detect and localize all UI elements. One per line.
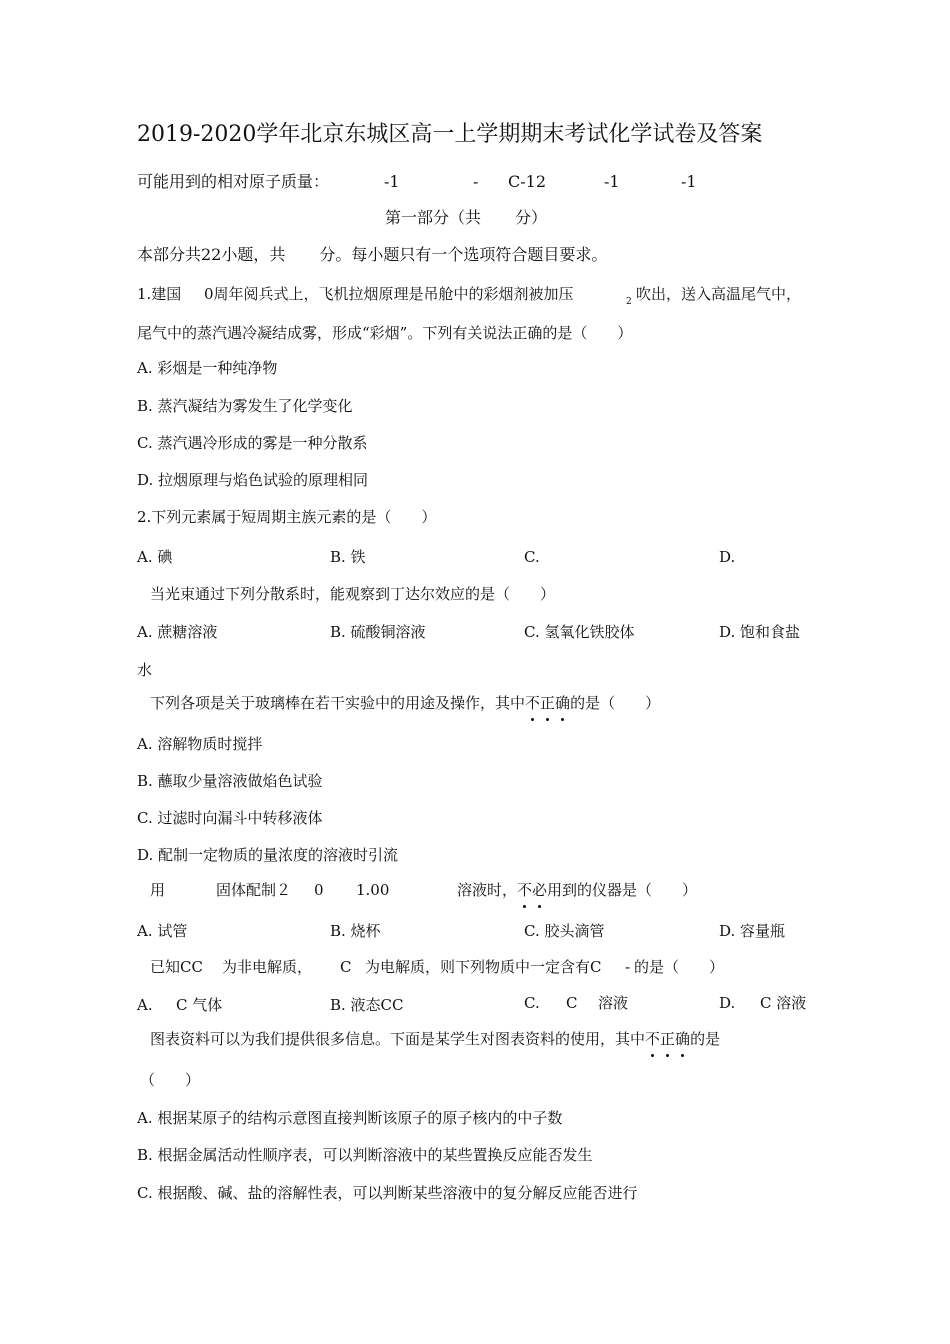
atomic-mass-item: C-12 [508,172,547,191]
part-heading-post: 分） [515,208,548,227]
q1-option-d: D. 拉烟原理与焰色试验的原理相同 [137,471,369,489]
q2-option-c: C. [524,548,540,566]
q1-subscript: 2 [626,297,632,307]
q3-stem: 当光束通过下列分散系时，能观察到丁达尔效应的是（ ） [150,585,556,603]
q6-stem-part: 已知CC [150,958,203,976]
q4-option-b: B. 蘸取少量溶液做焰色试验 [137,772,323,790]
atomic-mass-item: -1 [681,172,697,191]
part-intro-pre: 本部分共22小题，共 [137,245,286,264]
part-intro [137,245,607,265]
emphasis-char: 确 [555,694,571,712]
q5-stem-s5: 溶液时， [457,881,518,899]
q3-option-c: C. 氢氧化铁胶体 [524,623,635,641]
emphasis-char: 不 [517,881,533,899]
q6-option-c-text: C [566,994,578,1012]
q7-option-b: B. 根据金属活动性顺序表，可以判断溶液中的某些置换反应能否发生 [137,1146,593,1164]
q4-stem-post: 的是（ ） [570,694,661,712]
q5-stem-part: 0 [314,881,324,899]
q6-stem-part: - [625,958,631,976]
q7-option-c: C. 根据酸、碱、盐的溶解性表，可以判断某些溶液中的复分解反应能否进行 [137,1184,638,1202]
q2-stem: 2.下列元素属于短周期主族元素的是（ ） [137,508,437,526]
q2-option-a: A. 碘 [137,548,173,566]
part-intro-post: 分。每小题只有一个选项符合题目要求。 [319,245,608,264]
emphasis-char: 确 [675,1030,691,1048]
q4-option-a: A. 溶解物质时搅拌 [137,735,263,753]
q6-stem-part: 为非电解质， [222,958,313,976]
q6-option-c-text: 溶液 [598,994,629,1012]
q5-option-d: D. 容量瓶 [719,922,786,940]
q5-stem-part: 1.00 [356,881,390,899]
q3-option-a: A. 蔗糖溶液 [137,623,218,641]
q6-option-d-text: C 溶液 [760,994,807,1012]
q6-option-c-letter: C. [524,994,540,1012]
q5-stem-part: 固体配制２ [216,881,292,899]
q6-option-a-letter: A. [137,996,153,1014]
q6-stem-part: 为电解质，则下列物质中一定含有C [365,958,602,976]
page-title: 2019-2020学年北京东城区高一上学期期末考试化学试卷及答案 [137,122,763,147]
q5-option-c: C. 胶头滴管 [524,922,605,940]
q7-stem [150,1029,720,1049]
q5-stem-s6: 用到的仪器是（ ） [547,881,698,899]
q1-stem-part: 吹出，送入高温尾气中， [636,285,802,303]
atomic-mass-label: 可能用到的相对原子质量： [137,172,330,191]
q4-option-d: D. 配制一定物质的量浓度的溶液时引流 [137,846,399,864]
part-heading-pre: 第一部分（共 [385,208,482,227]
q4-stem-pre: 下列各项是关于玻璃棒在若干实验中的用途及操作，其中 [150,694,526,712]
q7-stem-post: 的是 [690,1030,721,1048]
q7-stem-pre: 图表资料可以为我们提供很多信息。下面是某学生对图表资料的使用，其中 [150,1030,646,1048]
atomic-mass-item: - [473,172,479,191]
q6-stem-part: C [340,958,352,976]
q4-stem [150,693,660,713]
q6-option-b: B. 液态CC [330,996,404,1014]
q5-option-b: B. 烧杯 [330,922,381,940]
emphasis-char: 不 [645,1030,661,1048]
part-heading [385,208,547,228]
q2-option-d: D. [719,548,736,566]
q2-option-b: B. 铁 [330,548,366,566]
atomic-mass-item: -1 [384,172,400,191]
q4-option-c: C. 过滤时向漏斗中转移液体 [137,809,323,827]
q5-option-a: A. 试管 [137,922,188,940]
emphasis-char: 正 [540,694,556,712]
q6-option-a-text: C 气体 [176,996,223,1014]
q1-stem-part: 0周年阅兵式上，飞机拉烟原理是吊舱中的彩烟剂被加压 [204,285,574,303]
q3-option-d: D. 饱和食盐 [719,623,801,641]
q1-option-c: C. 蒸汽遇冷形成的雾是一种分散系 [137,434,368,452]
q1-stem-line2: 尾气中的蒸汽遇冷凝结成雾，形成“彩烟”。下列有关说法正确的是（ ） [137,324,633,342]
q3-option-b: B. 硫酸铜溶液 [330,623,426,641]
q1-option-a: A. 彩烟是一种纯净物 [137,359,278,377]
emphasis-char: 正 [660,1030,676,1048]
q5-stem-part: 用 [150,881,166,899]
q3-option-d-wrap: 水 [137,661,153,679]
q1-stem-part: 1.建国 [137,285,182,303]
q6-stem-part: 的是（ ） [634,958,725,976]
q7-option-a: A. 根据某原子的结构示意图直接判断该原子的原子核内的中子数 [137,1109,563,1127]
emphasis-char: 必 [532,881,548,899]
atomic-mass-item: -1 [604,172,620,191]
emphasis-char: 不 [525,694,541,712]
q7-answer-paren: （ ） [140,1071,201,1089]
q6-option-d-letter: D. [719,994,736,1012]
q1-option-b: B. 蒸汽凝结为雾发生了化学变化 [137,397,353,415]
q5-stem-part [457,880,697,900]
